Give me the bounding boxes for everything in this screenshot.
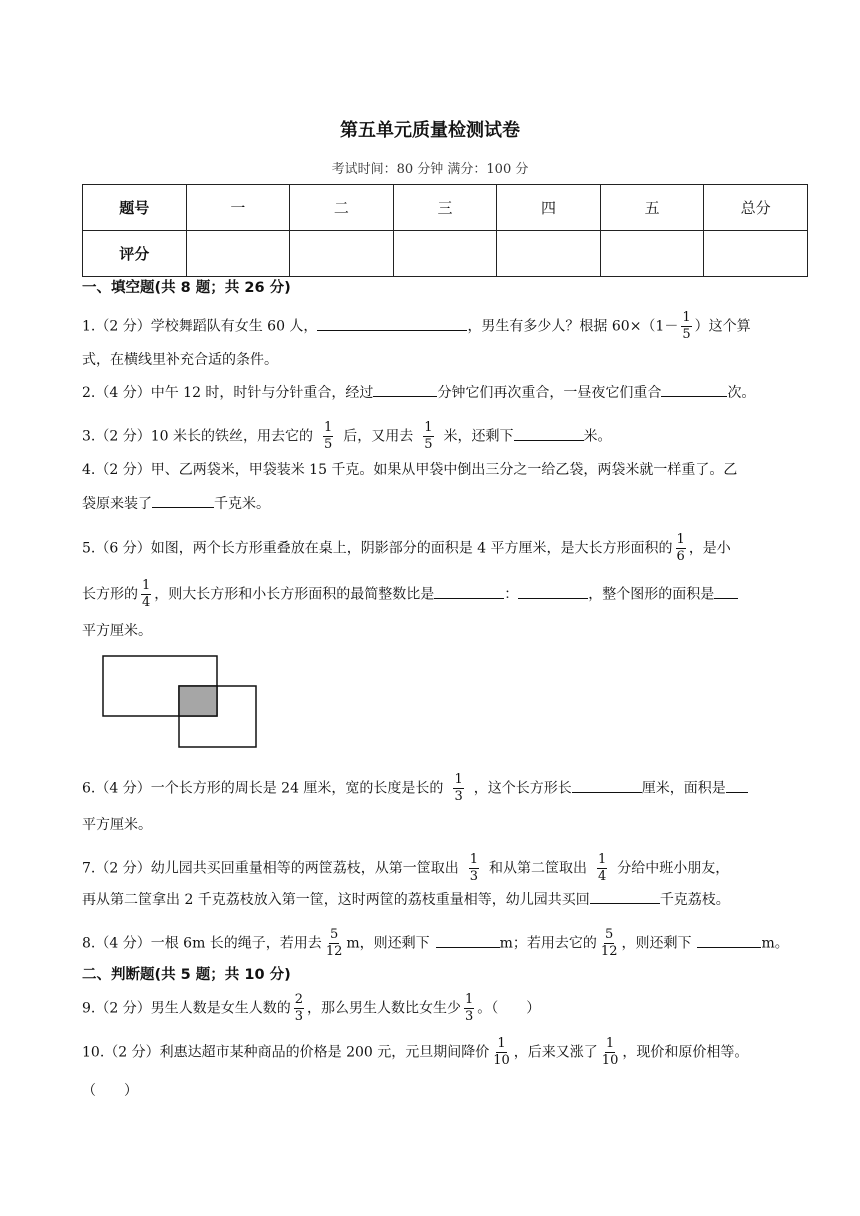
question-6-cont: 平方厘米。 (82, 817, 152, 833)
table-header-cell: 五 (600, 185, 704, 231)
question-text: ，后来又涨了 (513, 1044, 598, 1061)
fraction: $\frac{1}{5}$ (323, 420, 333, 452)
question-4: 4.（2 分）甲、乙两袋米，甲袋装米 15 千克。如果从甲袋中倒出三分之一给乙袋，两袋米就一样重了。乙 (82, 462, 738, 478)
fraction: $\frac{5}{12}$ (600, 927, 618, 959)
question-1-cont: 式，在横线里补充合适的条件。 (82, 352, 278, 368)
question-5-cont2: 平方厘米。 (82, 623, 152, 639)
shaded-overlap (179, 686, 217, 716)
question-text: 长方形的 (82, 586, 138, 603)
table-header-cell: 三 (393, 185, 497, 231)
fraction: $\frac{5}{12}$ (325, 927, 343, 959)
question-6 (82, 772, 812, 805)
answer-blank[interactable] (514, 426, 584, 441)
question-text: 5.（6 分）如图，两个长方形重叠放在桌上，阴影部分的面积是 4 平方厘米，是大长方形面积的 (82, 540, 673, 557)
score-cell (704, 231, 808, 277)
question-4-cont (82, 493, 812, 515)
question-text: 9.（2 分）男生人数是女生人数的 (82, 1000, 291, 1017)
answer-blank[interactable] (572, 778, 642, 793)
question-8 (82, 927, 812, 960)
fraction: $\frac{1}{5}$ (424, 420, 433, 452)
question-text: 8.（4 分）一根 6m 长的绳子，若用去 (82, 935, 322, 952)
question-text: 1.（2 分）学校舞蹈队有女生 60 人， (82, 318, 318, 335)
question-text: ，是小 (688, 540, 731, 557)
question-text: 再从第二筐拿出 2 千克荔枝放入第一筐，这时两筐的荔枝重量相等，幼儿园共买回 (82, 892, 590, 908)
question-text: 10.（2 分）利惠达超市某种商品的价格是 200 元，元旦期间降价 (82, 1044, 490, 1061)
answer-bracket[interactable]: （ ） (82, 1083, 138, 1099)
question-text: ，现价和原价相等。 (622, 1044, 749, 1061)
question-text: ： (504, 586, 519, 603)
fraction: $\frac{1}{10}$ (493, 1036, 510, 1068)
answer-blank[interactable] (317, 316, 467, 331)
table-row (83, 185, 808, 231)
question-text: ，男生有多少人？根据 60×（1－ (467, 318, 679, 335)
question-text: m；若用去它的 (499, 935, 597, 952)
score-cell (186, 231, 290, 277)
question-7-cont (82, 889, 812, 911)
table-row (83, 231, 808, 277)
answer-blank[interactable] (697, 933, 761, 948)
fraction: $\frac{1}{3}$ (465, 992, 474, 1024)
question-text: ，则还剩下 (621, 935, 692, 952)
section-heading-true-false: 二、判断题(共 5 题；共 10 分) (82, 967, 291, 983)
question-text: ，这个长方形长 (473, 780, 572, 797)
question-text: 次。 (727, 385, 756, 401)
question-text: ，整个图形的面积是 (588, 586, 715, 603)
question-text: 米，还剩下 (443, 428, 514, 445)
answer-bracket[interactable]: 。（ ） (477, 1000, 541, 1017)
question-text: 分给中班小朋友， (617, 860, 730, 877)
answer-blank[interactable] (373, 382, 437, 397)
question-text: 和从第二筐取出 (489, 860, 587, 877)
question-text: 3.（2 分）10 米长的铁丝，用去它的 (82, 428, 313, 445)
table-header-cell: 题号 (83, 185, 187, 231)
answer-blank[interactable] (152, 493, 214, 508)
fraction: $\frac{2}{3}$ (294, 992, 303, 1024)
answer-blank[interactable] (590, 889, 660, 904)
table-header-cell: 二 (290, 185, 394, 231)
question-1 (82, 310, 812, 343)
question-text: m，则还剩下 (346, 935, 430, 952)
question-text: m。 (761, 935, 789, 952)
question-text: 米。 (583, 428, 612, 445)
question-text: 分钟它们再次重合，一昼夜它们重合 (437, 385, 662, 401)
table-header-cell: 四 (497, 185, 601, 231)
question-text: 2.（4 分）中午 12 时，时针与分针重合，经过 (82, 385, 374, 401)
question-5 (82, 532, 812, 565)
score-table (82, 184, 808, 277)
question-text: 7.（2 分）幼儿园共买回重量相等的两筐荔枝，从第一筐取出 (82, 860, 459, 877)
question-5-cont (82, 578, 812, 611)
question-text: ，那么男生人数比女生少 (307, 1000, 461, 1017)
overlapping-rectangles-figure (102, 655, 258, 749)
question-text: 千克荔枝。 (659, 892, 730, 908)
answer-blank[interactable] (434, 584, 504, 599)
question-text: ，则大长方形和小长方形面积的最简整数比是 (154, 586, 435, 603)
fraction: $\frac{1}{4}$ (142, 578, 151, 610)
page-title: 第五单元质量检测试卷 (340, 120, 520, 141)
exam-info: 考试时间：80 分钟 满分：100 分 (331, 162, 529, 177)
fraction: $\frac{1}{6}$ (676, 532, 685, 564)
question-3 (82, 420, 812, 453)
answer-blank[interactable] (726, 778, 748, 793)
table-header-cell: 一 (186, 185, 290, 231)
score-cell (600, 231, 704, 277)
question-text: 厘米，面积是 (641, 780, 726, 797)
question-7 (82, 852, 812, 885)
answer-blank[interactable] (661, 382, 727, 397)
score-row-label: 评分 (83, 231, 187, 277)
score-cell (290, 231, 394, 277)
question-2 (82, 382, 812, 404)
question-text: 袋原来装了 (82, 496, 152, 512)
fraction: $\frac{1}{10}$ (601, 1036, 619, 1068)
question-text: 6.（4 分）一个长方形的周长是 24 厘米，宽的长度是长的 (82, 780, 444, 797)
fraction: $\frac{1}{3}$ (469, 852, 478, 884)
section-heading-fill-blank: 一、填空题(共 8 题；共 26 分) (82, 280, 291, 296)
question-10 (82, 1036, 812, 1069)
score-cell (497, 231, 601, 277)
fraction: $\frac{1}{4}$ (598, 852, 607, 884)
answer-blank[interactable] (714, 584, 738, 599)
answer-blank[interactable] (518, 584, 588, 599)
question-text: 后，又用去 (343, 428, 414, 445)
table-header-cell: 总分 (704, 185, 808, 231)
fraction: $\frac{1}{5}$ (682, 310, 691, 342)
score-cell (393, 231, 497, 277)
question-text: ）这个算 (694, 318, 751, 335)
answer-blank[interactable] (436, 933, 500, 948)
fraction: $\frac{1}{3}$ (454, 772, 463, 804)
question-9 (82, 992, 812, 1025)
question-text: 千克米。 (214, 496, 270, 512)
